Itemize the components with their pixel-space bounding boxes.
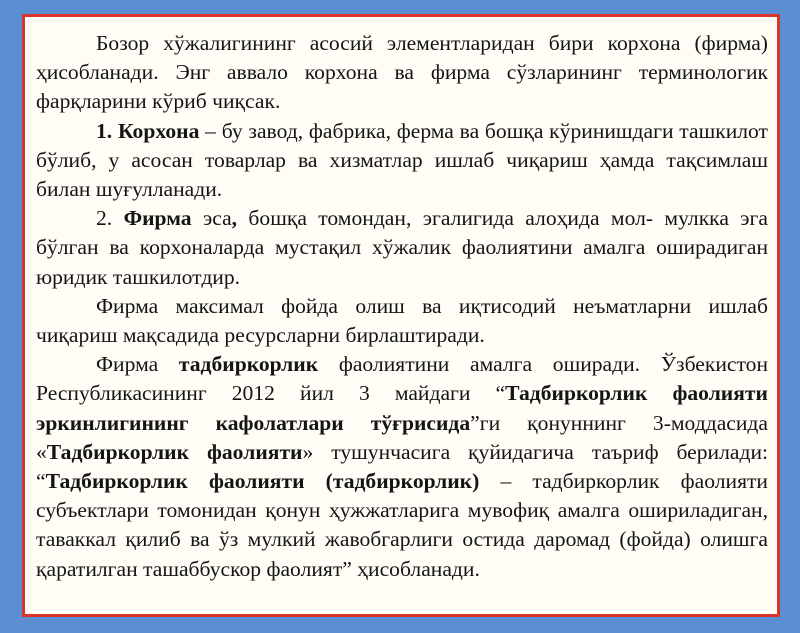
paragraph-tadbirkorlik bbox=[36, 350, 768, 584]
definition-lead: » тушунчасига қуйидагича таъриф берилади: “ bbox=[36, 439, 768, 494]
korxona-number: 1. bbox=[96, 118, 113, 143]
firma-number: 2. bbox=[96, 206, 124, 231]
paragraph-firma-goal: Фирма максимал фойда олиш ва иқтисодий неъматларни ишлаб чиқариш мақсадида ресурсларни бирлаштиради. bbox=[36, 293, 768, 348]
firma-term: Фирма bbox=[123, 206, 192, 231]
definition-term: Тадбиркорлик фаолияти (тадбиркорлик) bbox=[45, 469, 480, 494]
law-article: ”ги қонуннинг 3-моддасида « bbox=[36, 410, 768, 464]
law-title: Тадбиркорлик фаолияти эркинлигининг кафолатлари тўғрисида bbox=[36, 381, 768, 435]
korxona-definition: – бу завод, фабрика, ферма ва бошқа кўринишдаги ташкилот бўлиб, у асосан товарлар ва хизматлар ишлаб чиқариш ҳамда тақсимлаш билан шуғулланади. bbox=[36, 118, 768, 202]
paragraph-intro: Бозор хўжалигининг асосий элементларидан бири корхона (фирма) ҳисобланади. Энг аввало корхона ва фирма сўзларининг терминологик фарқларини кўриб чиқсак. bbox=[36, 31, 768, 114]
korxona-term bbox=[96, 119, 199, 143]
tadbirkorlik-intro: Фирма bbox=[96, 352, 179, 377]
law-reference: фаолиятини амалга оширади. Ўзбекистон Республикасининг 2012 йил 3 майдаги “ bbox=[36, 352, 769, 406]
firma-esa: эса bbox=[191, 206, 232, 231]
text-card bbox=[22, 14, 780, 617]
korxona-term-text: Корхона bbox=[117, 118, 200, 143]
concept-name: Тадбиркорлик фаолияти bbox=[46, 439, 303, 464]
firma-comma: , bbox=[231, 206, 238, 231]
tadbirkorlik-term: тадбиркорлик bbox=[178, 352, 319, 377]
paragraph-firma bbox=[36, 204, 768, 292]
firma-definition: бошқа томондан, эгалигида алоҳида мол- мулкка эга бўлган ва корхоналарда мустақил хўжалик фаолиятини амалга оширадиган юридик ташкилотдир. bbox=[36, 206, 768, 289]
paragraph-korxona bbox=[36, 117, 768, 205]
definition-text: – тадбиркорлик фаолияти субъектлари томонидан қонун ҳужжатларига мувофиқ амалга ошириладиган, таваккал қилиб ва ўз мулкий жавобгарлиги остида даромад (фойда) олишга қаратилган ташаббускор фаолият” ҳисобланади. bbox=[36, 469, 768, 581]
